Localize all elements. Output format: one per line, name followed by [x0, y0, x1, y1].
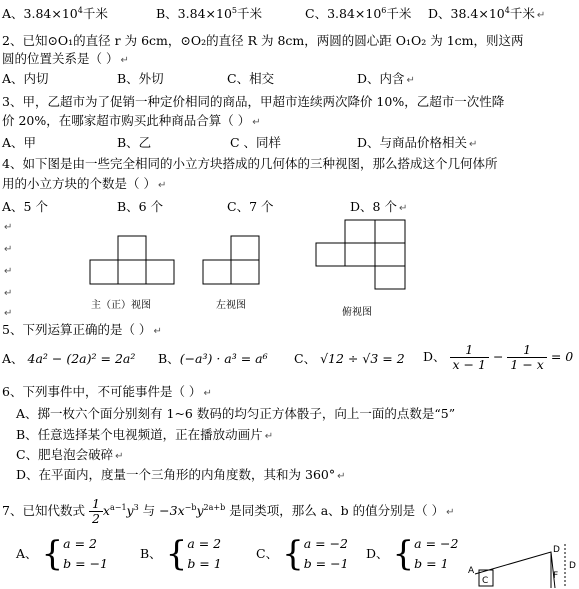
q5-option-d: D、 $\frac{1}{x - 1}$ − $\frac{1}{1 - x}$ = 0: [423, 342, 574, 372]
q4-option-b: B、6 个: [117, 199, 164, 214]
paragraph-mark: ↵: [4, 266, 13, 277]
q3-line1: 3、甲，乙超市为了促销一种定价相同的商品，甲超市连续两次降价 10%，乙超市一次性降: [2, 94, 505, 109]
top-view-drawing: [316, 220, 405, 289]
q5-line: 5、下列运算正确的是（ ） ↵: [2, 322, 162, 337]
q5-option-c: C、 √12 ÷ √3 = 2: [294, 351, 405, 366]
paragraph-mark: ↵: [4, 288, 13, 299]
q2-line1: 2、已知⊙O₁的直径 r 为 6cm，⊙O₂的直径 R 为 8cm，两圆的圆心距 O₁O₂ 为 1cm，则这两: [2, 33, 524, 48]
label-a: A: [468, 566, 475, 576]
geometry-figure-partial: [465, 540, 579, 589]
paragraph-mark: ↵: [4, 222, 13, 233]
q1-option-a: A、$3.84\times 10^4$千米: [2, 6, 108, 22]
q2-option-d: D、内含 ↵: [357, 71, 415, 86]
q2-option-b: B、外切: [117, 71, 164, 86]
q3-option-d: D、与商品价格相关 ↵: [357, 135, 478, 150]
q6-option-c: C、肥皂泡会破碎 ↵: [16, 447, 124, 462]
q1-option-d: D、$38.4\times 10^4$千米 ↵: [428, 6, 546, 22]
q7-option-c: C、 { a = −2 b = −1: [256, 534, 349, 574]
q3-option-c: C 、同样: [230, 135, 282, 150]
left-view-drawing: [203, 236, 259, 284]
q4-option-c: C、7 个: [227, 199, 274, 214]
front-view-caption: 主（正）视图: [91, 300, 151, 311]
q6-option-a: A、掷一枚六个面分别刻有 1~6 数码的均匀正方体骰子，向上一面的点数是“5”: [16, 406, 456, 421]
q4-option-d: D、8 个 ↵: [350, 199, 408, 214]
paragraph-mark: ↵: [4, 244, 13, 255]
label-d: D: [553, 545, 560, 555]
q7-option-a: A、 { a = 2 b = −1: [16, 534, 109, 574]
q6-option-b: B、任意选择某个电视频道，正在播放动画片 ↵: [16, 427, 274, 442]
q7-option-d: D、 { a = −2 b = 1: [366, 534, 459, 574]
q1-option-b: B、$3.84\times 10^5$千米: [156, 6, 263, 22]
q2-option-a: A、内切: [2, 71, 49, 86]
q1-option-c: C、$3.84\times 10^6$千米: [305, 6, 412, 22]
q7-line: 7、已知代数式 $\frac{1}{2}$ $x^{a-1}y^3$ 与 $-3x^{-b}y^{2a+b}$ 是同类项，那么 a、b 的值分别是（ ） ↵: [2, 496, 455, 527]
q3-line2: 价 20%，在哪家超市购买此种商品合算（ ） ↵: [2, 113, 261, 128]
label-f: F: [553, 571, 559, 581]
q6-line: 6、下列事件中，不可能事件是（ ） ↵: [2, 384, 212, 399]
paragraph-mark: ↵: [4, 308, 13, 319]
q2-line2: 圆的位置关系是（ ） ↵: [2, 51, 129, 66]
label-c: C: [482, 576, 489, 586]
q2-option-c: C、相交: [227, 71, 275, 86]
top-view-caption: 俯视图: [342, 307, 372, 318]
q7-option-b: B、 { a = 2 b = 1: [140, 534, 222, 574]
q6-option-d: D、在平面内，度量一个三角形的内角度数，其和为 360° ↵: [16, 467, 346, 482]
q4-line2: 用的小立方块的个数是（ ） ↵: [2, 176, 167, 191]
q3-option-a: A、甲: [2, 135, 37, 150]
label-d2: D: [569, 561, 576, 571]
q5-option-b: B、(−a³) · a³ = a⁶: [158, 351, 268, 366]
left-view-caption: 左视图: [216, 300, 246, 311]
q3-option-b: B、乙: [117, 135, 152, 150]
front-view-drawing: [90, 236, 174, 284]
q5-option-a: A、 4a² − (2a)² = 2a²: [2, 351, 136, 366]
q4-line1: 4、如下图是由一些完全相同的小立方块搭成的几何体的三种视图，那么搭成这个几何体所: [2, 156, 498, 171]
q4-option-a: A、5 个: [2, 199, 48, 214]
